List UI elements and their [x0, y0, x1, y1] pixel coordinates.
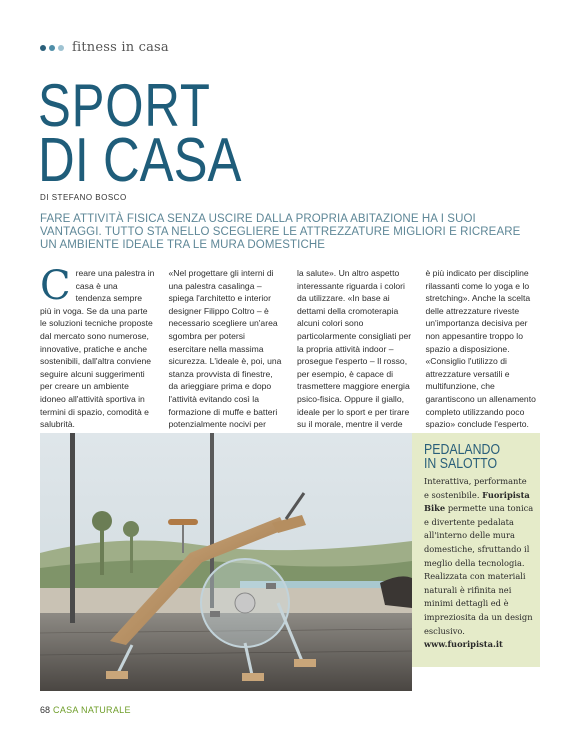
sidebar-title: [424, 443, 518, 471]
sidebar-box: [412, 433, 540, 667]
byline: DI STEFANO BOSCO: [40, 193, 127, 202]
exercise-bike-photo: [40, 433, 412, 691]
sidebar-text-b: permette una tonica e divertente pedalata all'interno delle mura domestiche, sfruttando il meglio della tecnologia. Realizzata con materiali naturali è rifinita nei minimi dettagli ed è impreziosita da un design esclusivo.: [424, 503, 534, 636]
page-number: 68: [40, 705, 51, 715]
section-dots-icon: [40, 45, 64, 51]
body-text-4: è più indicato per discipline rilassanti come lo yoga e lo stretching». Anche la scelta delle attrezzature riveste un'importanza decisiva per non appesantire troppo lo spazio a disposizione. «Consiglio l'utilizzo di attrezzature versatili e multifunzione, che garantiscono un allenamento completo utilizzando poco spazio» conclude l'esperto.: [425, 268, 536, 430]
article-body: [40, 263, 540, 431]
body-text-1: reare una palestra in casa è una tendenza sempre più in voga. Se da una parte le soluzioni tecniche proposte dal mercato sono numerose, innovative, pratiche e anche sostenibili, dall'altra conviene seguire alcuni suggerimenti per creare un ambiente idoneo all'attività sportiva in termini di spazio, comodità e salubrità.: [40, 268, 155, 430]
body-column-2: [169, 267, 284, 431]
section-label: fitness in casa: [72, 40, 169, 55]
title-line-1: SPORT: [38, 72, 211, 139]
body-text-3: la salute». Un altro aspetto interessante riguarda i colori da utilizzare. «In base ai dettami della cromoterapia alcuni colori sono particolarmente consigliati per la propria attività indoor – prosegue l'esperto – Il rosso, per esempio, è capace di trasmettere maggiore energia psico-fisica. Oppure il giallo, ideale per lo sport e per tirare su il morale, mentre il verde: [297, 268, 412, 430]
body-column-1: [40, 263, 155, 431]
sidebar-text: [424, 475, 534, 652]
sidebar-text-a: Interattiva, performante e sostenibile.: [424, 476, 527, 500]
magazine-name: CASA NATURALE: [53, 705, 131, 715]
sidebar-title-line-1: PEDALANDO: [424, 442, 501, 458]
body-text-2: «Nel progettare gli interni di una palestra casalinga – spiega l'architetto e interior designer Filippo Coltro – è necessario scegliere un'area sgombra per potersi esercitare nella massima sicurezza. L'ideale è, poi, una stanza provvista di finestre, da arieggiare prima e dopo l'attività evitando così la formazione di muffe e batteri potenzialmente nocivi per: [168, 268, 282, 430]
page-footer: [40, 705, 131, 715]
body-column-3: [297, 267, 412, 431]
body-column-4: [426, 267, 541, 431]
sidebar-brand: Fuoripista Bike: [424, 489, 530, 514]
dropcap: C: [40, 263, 71, 309]
article-deck: FARE ATTIVITÀ FISICA SENZA USCIRE DALLA PROPRIA ABITAZIONE HA I SUOI VANTAGGI. TUTTO STA NELLO SCEGLIERE LE ATTREZZATURE MIGLIORI E RICREARE UN AMBIENTE IDEALE TRA LE MURA DOMESTICHE: [40, 213, 521, 251]
title-line-2: DI CASA: [38, 126, 242, 195]
sidebar-url-link[interactable]: www.fuoripista.it: [424, 639, 503, 650]
section-header: [40, 40, 169, 55]
sidebar-title-line-2: IN SALOTTO: [424, 456, 498, 472]
